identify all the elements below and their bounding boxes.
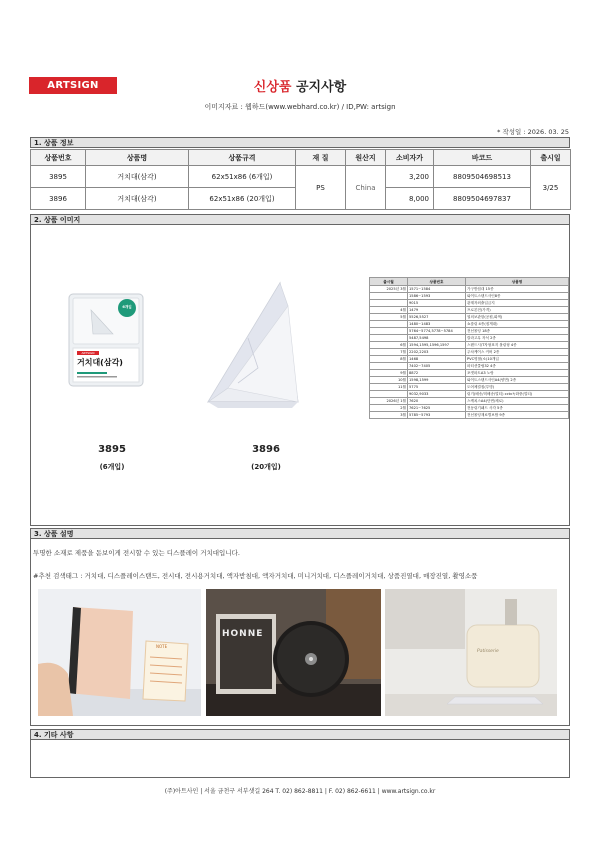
schedule-products: 와이트스탠드사인8종 — [466, 293, 569, 300]
schedule-month — [370, 321, 408, 328]
section-header-info: 1. 상품 정보 — [30, 137, 570, 148]
title-highlight: 신상품 — [253, 80, 292, 95]
schedule-header-row — [370, 278, 569, 286]
schedule-month — [370, 300, 408, 307]
schedule-row — [370, 349, 569, 356]
schedule-row — [370, 342, 569, 349]
section-header-description: 3. 상품 설명 — [30, 528, 570, 539]
product-code: 3895 — [31, 166, 86, 188]
schedule-month: 7월 — [370, 349, 408, 356]
schedule-codes: 9032,9033 — [408, 391, 466, 398]
schedule-row — [370, 377, 569, 384]
schedule-month: 4월 — [370, 307, 408, 314]
col-header: 원산지 — [346, 150, 386, 166]
artsign-logo: ARTSIGN — [29, 77, 117, 94]
schedule-month: 2026년 1월 — [370, 398, 408, 405]
schedule-codes: 7621~7625 — [408, 405, 466, 412]
schedule-products: 포켓파트A3 노랑 — [466, 370, 569, 377]
schedule-codes: 1468 — [408, 356, 466, 363]
schedule-month: 8월 — [370, 356, 408, 363]
product-info-table — [30, 149, 571, 210]
schedule-products: 가구받침대 15종 — [466, 286, 569, 293]
image-source-note: 이미지자료 : 웹하드(www.webhard.co.kr) / ID,PW: artsign — [204, 103, 396, 111]
schedule-row — [370, 286, 569, 293]
schedule-row — [370, 391, 569, 398]
schedule-row — [370, 314, 569, 321]
schedule-products: 프로본전(가격) — [466, 307, 569, 314]
schedule-month — [370, 391, 408, 398]
product-qty-label: (6개입) — [99, 463, 125, 471]
schedule-products: 주차케이스 커버 2종 — [466, 349, 569, 356]
schedule-row — [370, 412, 569, 419]
schedule-products: 도어체결집(투명) — [466, 384, 569, 391]
schedule-month — [370, 328, 408, 335]
search-tags: #추천 검색태그 : 거치대, 디스플레이스탠드, 전시대, 전시용거치대, 액자받침대, 액자거치대, 미니거치대, 디스플레이거치대, 상품진열대, 매장진열, 촬영소품 — [33, 572, 478, 580]
product-qty-label: (20개입) — [251, 463, 281, 471]
etc-box — [30, 740, 570, 778]
col-header: 상품명 — [86, 150, 189, 166]
col-header: 소비자가 — [386, 150, 434, 166]
schedule-row — [370, 370, 569, 377]
table-header-row — [31, 150, 571, 166]
page-title — [0, 76, 600, 95]
col-header: 상품번호 — [31, 150, 86, 166]
release-date: 3/25 — [531, 166, 571, 210]
product-price: 8,000 — [386, 188, 434, 210]
schedule-products: 열의보관함(공원,회색) — [466, 314, 569, 321]
schedule-row — [370, 321, 569, 328]
description-text: 투명한 소재로 제품을 돋보이게 전시할 수 있는 디스플레이 거치대입니다. — [33, 549, 240, 557]
schedule-codes: 5764~5774,5778~5784 — [408, 328, 466, 335]
product-spec: 62x51x86 (6개입) — [189, 166, 296, 188]
schedule-month: 2월 — [370, 405, 408, 412]
schedule-month: 10월 — [370, 377, 408, 384]
schedule-products: 칼라고무 자석 2종 — [466, 335, 569, 342]
memo-label: NOTE — [156, 644, 168, 649]
schedule-codes: 1479 — [408, 307, 466, 314]
schedule-row — [370, 293, 569, 300]
col-header: 바코드 — [434, 150, 531, 166]
pack-badge: 6개입 — [122, 305, 132, 309]
schedule-codes: 5526,5527 — [408, 314, 466, 321]
schedule-codes: 1594,1595,1596,1597 — [408, 342, 466, 349]
schedule-codes: 1480~1483 — [408, 321, 466, 328]
col-header: 재 질 — [296, 150, 346, 166]
product-image-3896 — [188, 278, 308, 413]
product-code-label: 3895 — [98, 444, 126, 455]
schedule-codes: 1571~1584 — [408, 286, 466, 293]
album-title: HONNE — [222, 629, 264, 639]
schedule-codes: 9015 — [408, 300, 466, 307]
schedule-codes: 1586~1593 — [408, 293, 466, 300]
product-material: PS — [296, 166, 346, 210]
schedule-row — [370, 398, 569, 405]
schedule-month — [370, 293, 408, 300]
title-rest: 공지사항 — [291, 80, 347, 95]
schedule-products: 와이트스탠드사인A4(양면) 2종 — [466, 377, 569, 384]
section-header-etc: 4. 기타 사항 — [30, 729, 570, 740]
usage-photo-cd — [206, 589, 381, 716]
schedule-row — [370, 356, 569, 363]
schedule-row — [370, 384, 569, 391]
section-header-images: 2. 상품 이미지 — [30, 214, 570, 225]
schedule-month: 9월 — [370, 370, 408, 377]
schedule-month — [370, 363, 408, 370]
release-schedule-table — [369, 277, 569, 419]
schedule-row — [370, 335, 569, 342]
product-origin: China — [346, 166, 386, 210]
schedule-products: PVC명찰(소)10개입 — [466, 356, 569, 363]
schedule-codes: 8872 — [408, 370, 466, 377]
product-code: 3896 — [31, 188, 86, 210]
schedule-codes: 7620 — [408, 398, 466, 405]
col-header: 출시일 — [531, 150, 571, 166]
schedule-products: 쇼룸링 4종(집게대) — [466, 321, 569, 328]
soap-label: Patisserie — [477, 649, 499, 654]
schedule-codes: 5487,5498 — [408, 335, 466, 342]
schedule-products: 파티션클립32 4종 — [466, 363, 569, 370]
schedule-month: 5월 — [370, 314, 408, 321]
product-price: 3,200 — [386, 166, 434, 188]
product-code-label: 3896 — [252, 444, 280, 455]
schedule-codes: 5785~5793 — [408, 412, 466, 419]
schedule-products: 전선몰딩재료별보합 9종 — [466, 412, 569, 419]
pack-brand: ARTSIGN — [81, 351, 95, 355]
schedule-month: 3월 — [370, 412, 408, 419]
created-date: * 작성일 : 2026. 03. 25 — [497, 128, 569, 136]
schedule-row — [370, 300, 569, 307]
schedule-products: 스케치스A4(단면/세로) — [466, 398, 569, 405]
product-barcode: 8809504697837 — [434, 188, 531, 210]
usage-photo-soap — [385, 589, 557, 716]
schedule-products: 관계자외출입금지 — [466, 300, 569, 307]
col-header: 상품규격 — [189, 150, 296, 166]
schedule-products: 전동링기패드 사각 5종 — [466, 405, 569, 412]
product-image-3895 — [65, 290, 147, 390]
product-name: 거치대(삼각) — [86, 166, 189, 188]
schedule-month — [370, 335, 408, 342]
schedule-products: 스탠드시/T자형표지 볼링형 4종 — [466, 342, 569, 349]
product-barcode: 8809504698513 — [434, 166, 531, 188]
schedule-codes: 5775 — [408, 384, 466, 391]
schedule-row — [370, 307, 569, 314]
company-footer: (주)아트사인 | 서울 금천구 서부샛길 264 T. 02) 862-8811 | F. 02) 862-6611 | www.artsign.co.kr — [164, 788, 436, 795]
schedule-products: 링기(배송/미배송/멀티) cctv녹화중(멀티) — [466, 391, 569, 398]
schedule-codes: 1598,1599 — [408, 377, 466, 384]
table-row — [31, 166, 571, 188]
pack-label: 거치대(삼각) — [77, 358, 123, 367]
schedule-col-header: 출시월 — [370, 278, 408, 286]
schedule-products: 전선몰딩 18종 — [466, 328, 569, 335]
schedule-row — [370, 405, 569, 412]
schedule-col-header: 상품번호 — [408, 278, 466, 286]
product-name: 거치대(삼각) — [86, 188, 189, 210]
schedule-month: 6월 — [370, 342, 408, 349]
schedule-row — [370, 363, 569, 370]
schedule-month: 11월 — [370, 384, 408, 391]
schedule-row — [370, 328, 569, 335]
usage-photo-memo — [38, 589, 201, 716]
product-spec: 62x51x86 (20개입) — [189, 188, 296, 210]
schedule-codes: 2202,2203 — [408, 349, 466, 356]
schedule-codes: 7402~7405 — [408, 363, 466, 370]
schedule-month: 2025년 3월 — [370, 286, 408, 293]
schedule-col-header: 상품명 — [466, 278, 569, 286]
